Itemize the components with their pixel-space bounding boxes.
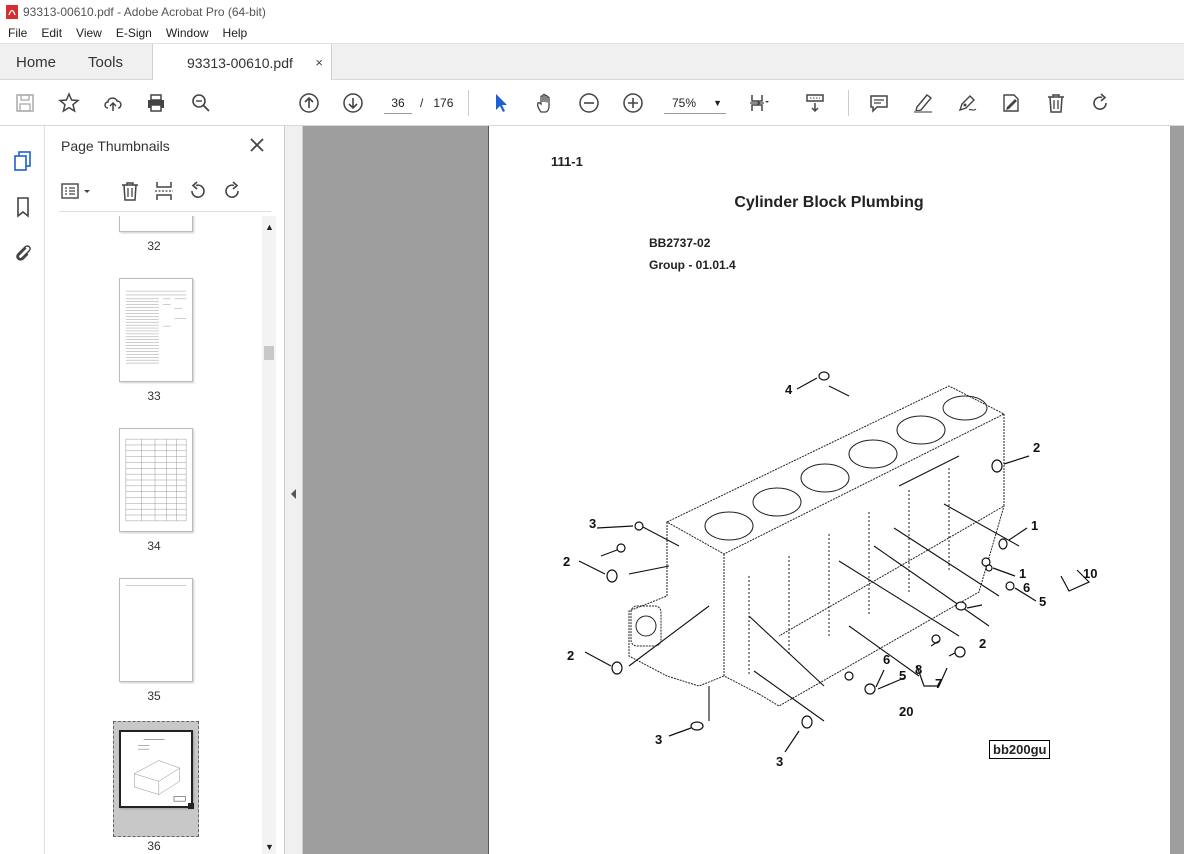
attachments-paperclip-icon[interactable] [10, 240, 36, 266]
tab-document-label: 93313-00610.pdf [187, 54, 293, 71]
page-separator: / [420, 96, 424, 110]
toolbar-divider [848, 90, 849, 116]
rotate-clockwise-icon[interactable] [219, 178, 245, 204]
figure-id-label: bb200gu [989, 740, 1050, 759]
left-navigation-rail [0, 126, 45, 854]
thumbnail-label: 32 [147, 239, 161, 253]
thumbnail-options-icon[interactable] [59, 178, 95, 204]
fill-sign-icon[interactable] [998, 90, 1024, 116]
thumbnail-grid-preview [120, 429, 192, 531]
callout-label: 3 [655, 732, 663, 747]
callout-label: 2 [1033, 440, 1041, 455]
zoom-value: 75% [672, 96, 697, 110]
print-icon[interactable] [143, 90, 169, 116]
tab-tools[interactable]: Tools [88, 54, 124, 71]
insert-page-icon[interactable] [151, 178, 177, 204]
panel-toolbar [59, 176, 271, 212]
callout-label: 2 [563, 554, 571, 569]
callout-label: 4 [785, 382, 793, 397]
thumbnail-resize-handle[interactable] [188, 803, 194, 809]
callout-label: 1 [1019, 566, 1027, 581]
page-thumbnails-panel [45, 126, 285, 854]
document-viewer[interactable] [303, 126, 1184, 854]
thumbnail-list [45, 216, 263, 854]
scrollbar-thumb[interactable] [264, 346, 274, 360]
upload-cloud-icon[interactable] [100, 90, 126, 116]
tab-home[interactable]: Home [16, 54, 57, 71]
tab-bar [0, 43, 1184, 80]
document-page [488, 126, 1170, 854]
tab-document[interactable] [152, 44, 332, 81]
comment-icon[interactable] [866, 90, 892, 116]
thumbnail-label: 33 [147, 389, 161, 403]
thumbnail-scrollbar[interactable] [262, 216, 276, 854]
draw-pen-icon[interactable] [954, 90, 980, 116]
page-thumbnail[interactable] [119, 278, 193, 382]
panel-title: Page Thumbnails [61, 138, 170, 154]
thumbnail-label: 36 [147, 839, 161, 853]
callout-label: 20 [899, 704, 914, 719]
callout-label: 6 [883, 652, 891, 667]
save-icon[interactable] [12, 90, 38, 116]
callout-label: 1 [1031, 518, 1039, 533]
page-total-count: 176 [433, 96, 454, 110]
page-thumbnail-selected[interactable] [119, 730, 193, 808]
zoom-search-icon[interactable] [188, 90, 214, 116]
thumbnail-table-preview [120, 279, 192, 381]
scroll-down-icon[interactable]: ▼ [265, 842, 274, 852]
toolbar-divider [468, 90, 469, 116]
bookmark-star-icon[interactable] [56, 90, 82, 116]
zoom-select[interactable] [664, 92, 726, 114]
thumbnail-label: 35 [147, 689, 161, 703]
page-thumbnail[interactable] [119, 578, 193, 682]
cylinder-block-diagram [549, 356, 1149, 776]
delete-page-trash-icon[interactable] [117, 178, 143, 204]
menu-edit[interactable]: Edit [41, 26, 63, 40]
group-label: Group - 01.01.4 [649, 258, 736, 272]
close-icon[interactable] [247, 135, 267, 155]
page-thumbnails-icon[interactable] [10, 148, 36, 174]
callout-label: 6 [1023, 580, 1031, 595]
menu-help[interactable]: Help [222, 26, 248, 40]
callout-label: 5 [1039, 594, 1047, 609]
page-total [420, 92, 453, 114]
panel-splitter[interactable] [285, 126, 303, 854]
chevron-down-icon: ▼ [713, 98, 722, 108]
page-thumbnail[interactable] [119, 428, 193, 532]
bookmarks-icon[interactable] [10, 194, 36, 220]
callout-label: 2 [979, 636, 987, 651]
redo-rotate-icon[interactable] [1087, 90, 1113, 116]
select-cursor-icon[interactable] [488, 90, 514, 116]
menu-window[interactable]: Window [165, 26, 209, 40]
callout-label: 2 [567, 648, 575, 663]
acrobat-icon [6, 5, 18, 19]
main-toolbar [0, 80, 1184, 126]
scroll-up-icon[interactable]: ▲ [265, 222, 274, 232]
hand-tool-icon[interactable] [532, 90, 558, 116]
part-code: BB2737-02 [649, 236, 711, 250]
page-number-input[interactable]: 36 [384, 92, 412, 114]
scroll-mode-icon[interactable] [802, 90, 828, 116]
callout-label: 3 [589, 516, 597, 531]
page-section-number: 111-1 [551, 154, 583, 169]
next-page-icon[interactable] [340, 90, 366, 116]
menu-view[interactable]: View [76, 26, 102, 40]
menu-bar [0, 23, 1184, 43]
callout-label: 10 [1083, 566, 1098, 581]
thumbnail-blank-preview [120, 579, 192, 681]
callout-label: 7 [935, 676, 943, 691]
callout-label: 8 [915, 662, 923, 677]
menu-esign[interactable]: E-Sign [115, 26, 152, 40]
previous-page-icon[interactable] [296, 90, 322, 116]
tab-close-icon[interactable]: × [315, 55, 323, 70]
zoom-out-icon[interactable] [576, 90, 602, 116]
collapse-panel-chevron-icon[interactable] [285, 484, 303, 504]
page-thumbnail[interactable] [119, 216, 193, 232]
rotate-counterclockwise-icon[interactable] [185, 178, 211, 204]
thumbnail-diagram-preview [121, 732, 191, 806]
window-title: 93313-00610.pdf - Adobe Acrobat Pro (64-bit) [23, 4, 266, 19]
delete-trash-icon[interactable] [1043, 90, 1069, 116]
page-fit-icon[interactable] [746, 90, 772, 116]
callout-label: 5 [899, 668, 907, 683]
thumbnail-label: 34 [147, 539, 161, 553]
page-heading: Cylinder Block Plumbing [734, 194, 924, 211]
highlight-pen-icon[interactable] [910, 90, 936, 116]
menu-file[interactable]: File [8, 26, 28, 40]
callout-label: 3 [776, 754, 784, 769]
window-titlebar [0, 0, 1184, 23]
zoom-in-icon[interactable] [620, 90, 646, 116]
